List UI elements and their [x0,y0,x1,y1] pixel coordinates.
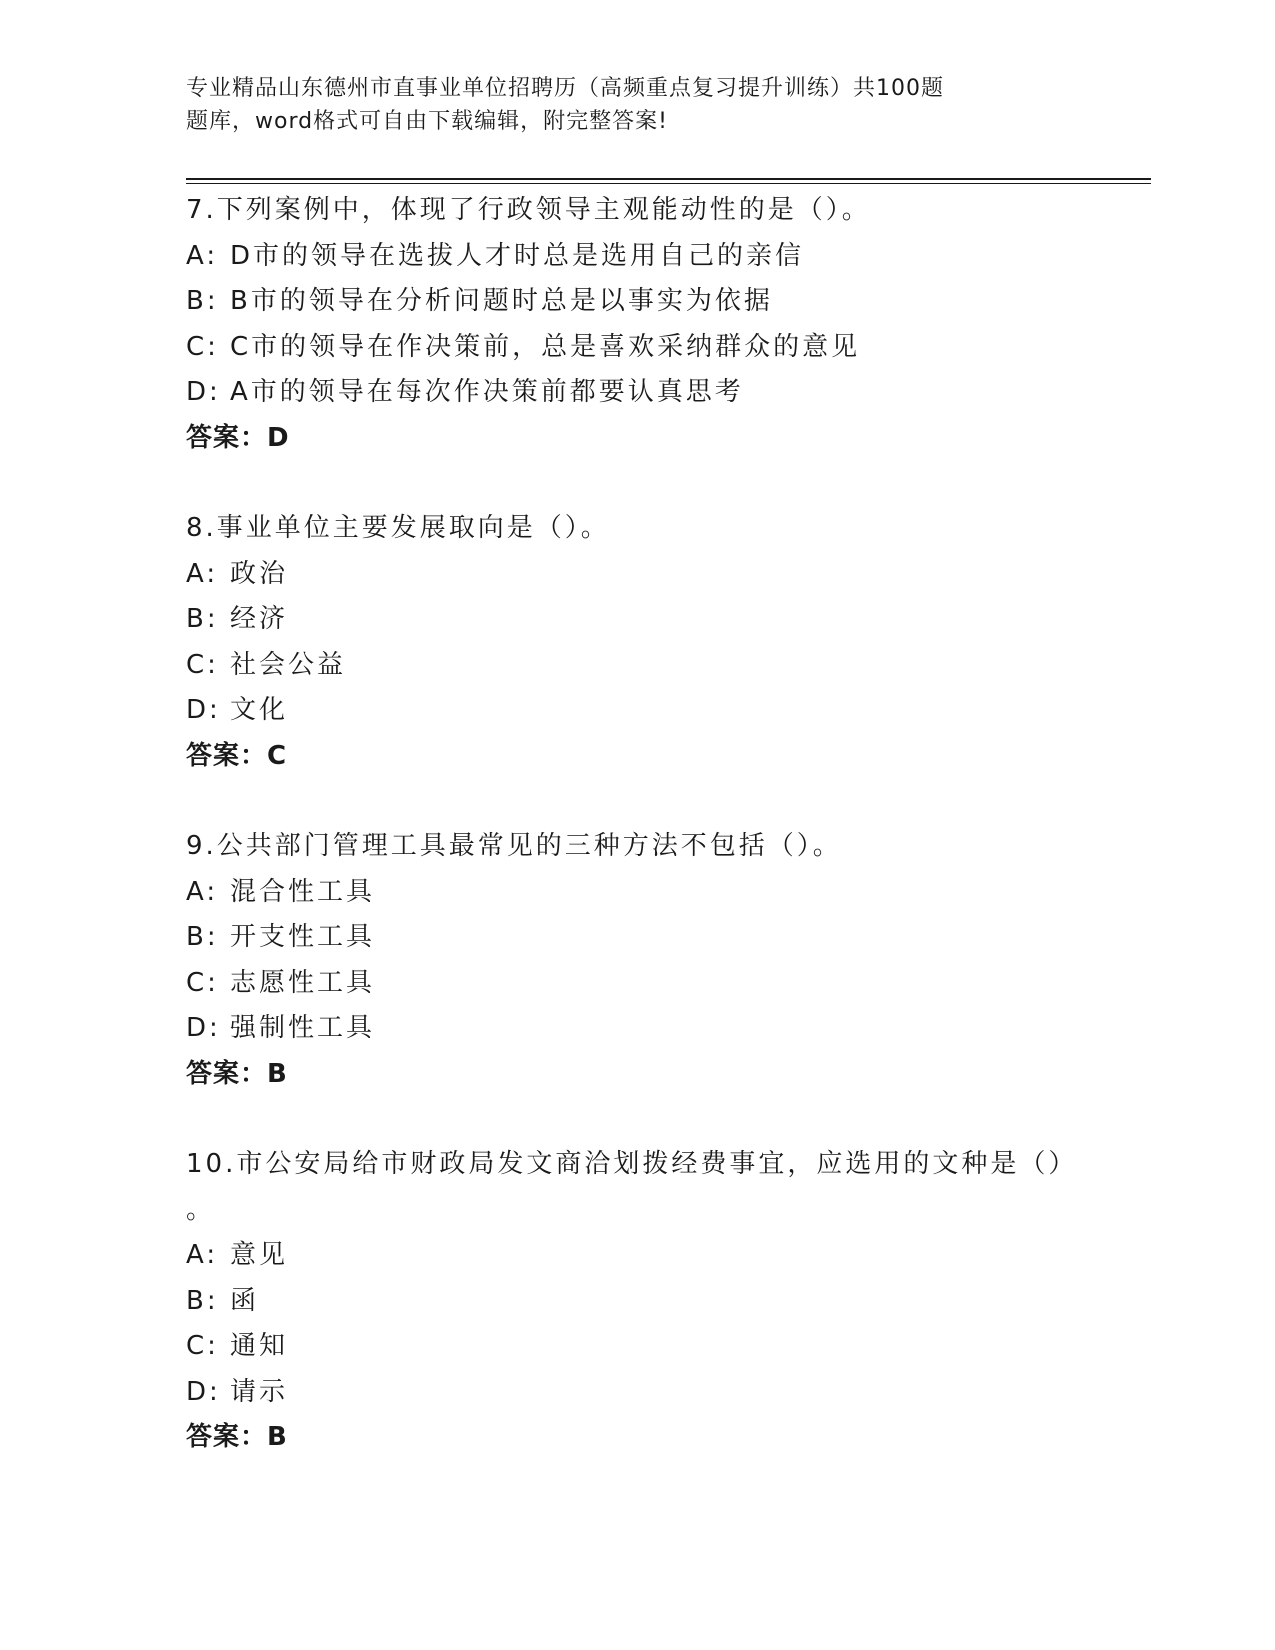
header-divider-thick [186,178,1151,180]
option-text: 请示 [230,1376,289,1407]
option-letter: C: [186,649,219,680]
question-stem: 7.下列案例中，体现了行政领导主观能动性的是（）。 [186,195,871,225]
option-letter: C: [186,1331,219,1361]
question-stem: 10.市公安局给市财政局发文商洽划拨经费事宜，应选用的文种是（） [186,1149,1078,1179]
option-letter: D: [186,1376,221,1407]
option-text: 强制性工具 [230,1013,376,1043]
option-letter: D: [186,1013,221,1043]
option-a [186,234,1066,280]
question-stem: 8.事业单位主要发展取向是（）。 [186,513,610,543]
option-c [186,1324,1066,1370]
option-letter: B: [186,1285,219,1316]
option-text: 通知 [230,1331,289,1361]
option-letter: D: [186,377,221,407]
answer-line: 答案：D [186,422,290,453]
option-text: 政治 [230,558,289,589]
option-letter: A: [186,1240,219,1270]
option-letter: A: [186,876,219,907]
option-b [186,279,1066,325]
option-d [186,688,1066,734]
option-text: 意见 [230,1240,289,1270]
question-stem: 9.公共部门管理工具最常见的三种方法不包括（）。 [186,831,842,861]
option-text: 文化 [230,695,289,725]
option-b [186,915,1066,961]
question-block [186,506,1066,779]
option-text: 开支性工具 [230,922,376,952]
option-letter: C: [186,331,219,362]
option-d [186,1006,1066,1052]
document-header [186,72,1016,138]
question-block [186,1142,1078,1461]
option-d [186,370,1066,416]
option-d [186,1370,1066,1416]
answer-line: 答案：B [186,1422,288,1452]
option-text: 函 [230,1285,260,1316]
header-title-line-1: 专业精品山东德州市直事业单位招聘历（高频重点复习提升训练）共100题 [186,76,944,101]
option-letter: A: [186,240,219,271]
option-text: D市的领导在选拔人才时总是选用自己的亲信 [230,240,805,271]
option-a [186,870,1066,916]
option-c [186,325,1066,371]
answer-line: 答案：C [186,740,288,771]
option-text: 混合性工具 [230,876,376,907]
option-letter: A: [186,558,219,589]
answer-line: 答案：B [186,1058,288,1089]
option-c [186,643,1066,689]
header-divider-thin [186,183,1151,184]
option-b [186,597,1066,643]
option-text: B市的领导在分析问题时总是以事实为依据 [230,286,773,316]
question-block [186,188,1066,461]
header-title-line-2: 题库，word格式可自由下载编辑，附完整答案! [186,109,668,134]
option-letter: B: [186,286,219,316]
option-a [186,1233,1066,1279]
option-text: 志愿性工具 [230,967,376,998]
question-stem-continuation: 。 [186,1194,216,1225]
option-a [186,552,1066,598]
option-text: 社会公益 [230,649,347,680]
option-letter: B: [186,604,219,634]
question-block [186,824,1066,1097]
option-text: 经济 [230,604,289,634]
option-letter: C: [186,967,219,998]
option-text: C市的领导在作决策前，总是喜欢采纳群众的意见 [230,331,861,362]
option-text: A市的领导在每次作决策前都要认真思考 [230,377,744,407]
option-letter: B: [186,922,219,952]
option-c [186,961,1066,1007]
option-b [186,1279,1066,1325]
option-letter: D: [186,695,221,725]
